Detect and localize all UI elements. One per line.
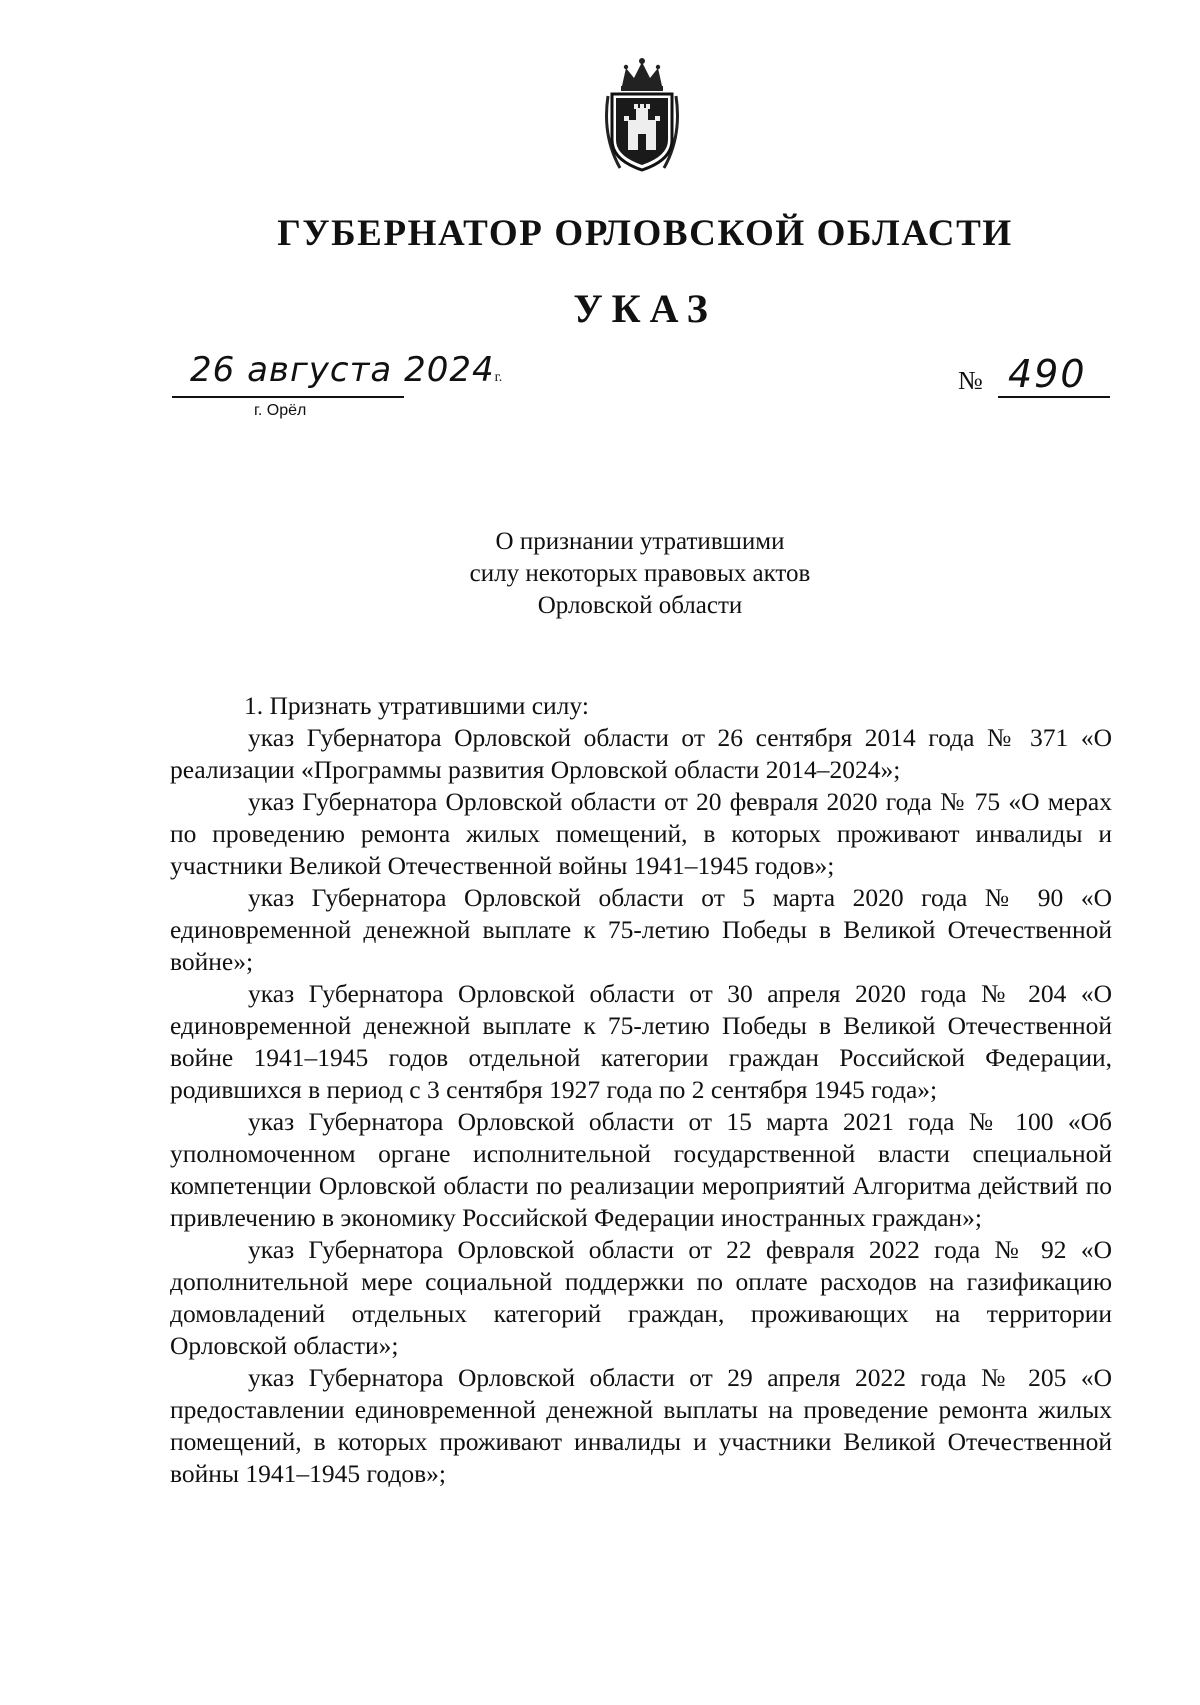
title-line: О признании утратившими xyxy=(495,528,785,555)
repealed-act-item: указ Губернатора Орловской области от 29 апреля 2022 года № 205 «О предоставлении единовременной денежной выплаты на проведение ремонта жилых помещений, в которых проживают инвалиды и участники Великой Отечественной войны 1941–1945 годов»; xyxy=(170,1363,1112,1488)
authority-heading: ГУБЕРНАТОР ОРЛОВСКОЙ ОБЛАСТИ xyxy=(277,213,1013,254)
repealed-act-item: указ Губернатора Орловской области от 26 сентября 2014 года № 371 «О реализации «Программы развития Орловской области 2014–2024»; xyxy=(170,723,1112,784)
repealed-act-item: указ Губернатора Орловской области от 15 марта 2021 года № 100 «Об уполномоченном органе исполнительной государственной власти специальной компетенции Орловской области по реализации мероприятий Алгоритма действий по привлечению в экономику Российской Федерации иностранных граждан»; xyxy=(170,1107,1112,1232)
date-underline xyxy=(172,396,404,398)
title-line: Орловской области xyxy=(537,592,743,619)
repealed-act-item: указ Губернатора Орловской области от 5 марта 2020 года № 90 «О единовременной денежной выплате к 75-летию Победы в Великой Отечественной войне»; xyxy=(170,883,1112,976)
repealed-act-item: указ Губернатора Орловской области от 22 февраля 2022 года № 92 «О дополнительной мере социальной поддержки по оплате расходов на газификацию домовладений отдельных категорий граждан, проживающих на территории Орловской области»; xyxy=(170,1235,1112,1360)
handwritten-number: 490 xyxy=(1008,352,1087,396)
document-title xyxy=(300,526,980,622)
number-label: № xyxy=(958,366,983,395)
document-body xyxy=(170,690,1112,1490)
handwritten-date xyxy=(190,350,502,390)
city-label: г. Орёл xyxy=(254,402,307,419)
orel-oblast-coat-of-arms-icon xyxy=(600,56,684,176)
date-year-suffix: г. xyxy=(494,370,503,385)
date-handwritten-text: 26 августа 2024 xyxy=(190,350,495,390)
clause-1-intro: 1. Признать утратившими силу: xyxy=(244,691,589,720)
repealed-act-item: указ Губернатора Орловской области от 30 апреля 2020 года № 204 «О единовременной денежной выплате к 75-летию Победы в Великой Отечественной войне 1941–1945 годов отдельной категории граждан Российской Федерации, родившихся в период с 3 сентября 1927 года по 2 сентября 1945 года»; xyxy=(170,979,1112,1104)
document-type-heading: УКАЗ xyxy=(573,286,717,331)
number-underline xyxy=(998,396,1110,398)
repealed-act-item: указ Губернатора Орловской области от 20 февраля 2020 года № 75 «О мерах по проведению ремонта жилых помещений, в которых проживают инвалиды и участники Великой Отечественной войны 1941–1945 годов»; xyxy=(170,787,1112,880)
title-line: силу некоторых правовых актов xyxy=(469,560,811,587)
